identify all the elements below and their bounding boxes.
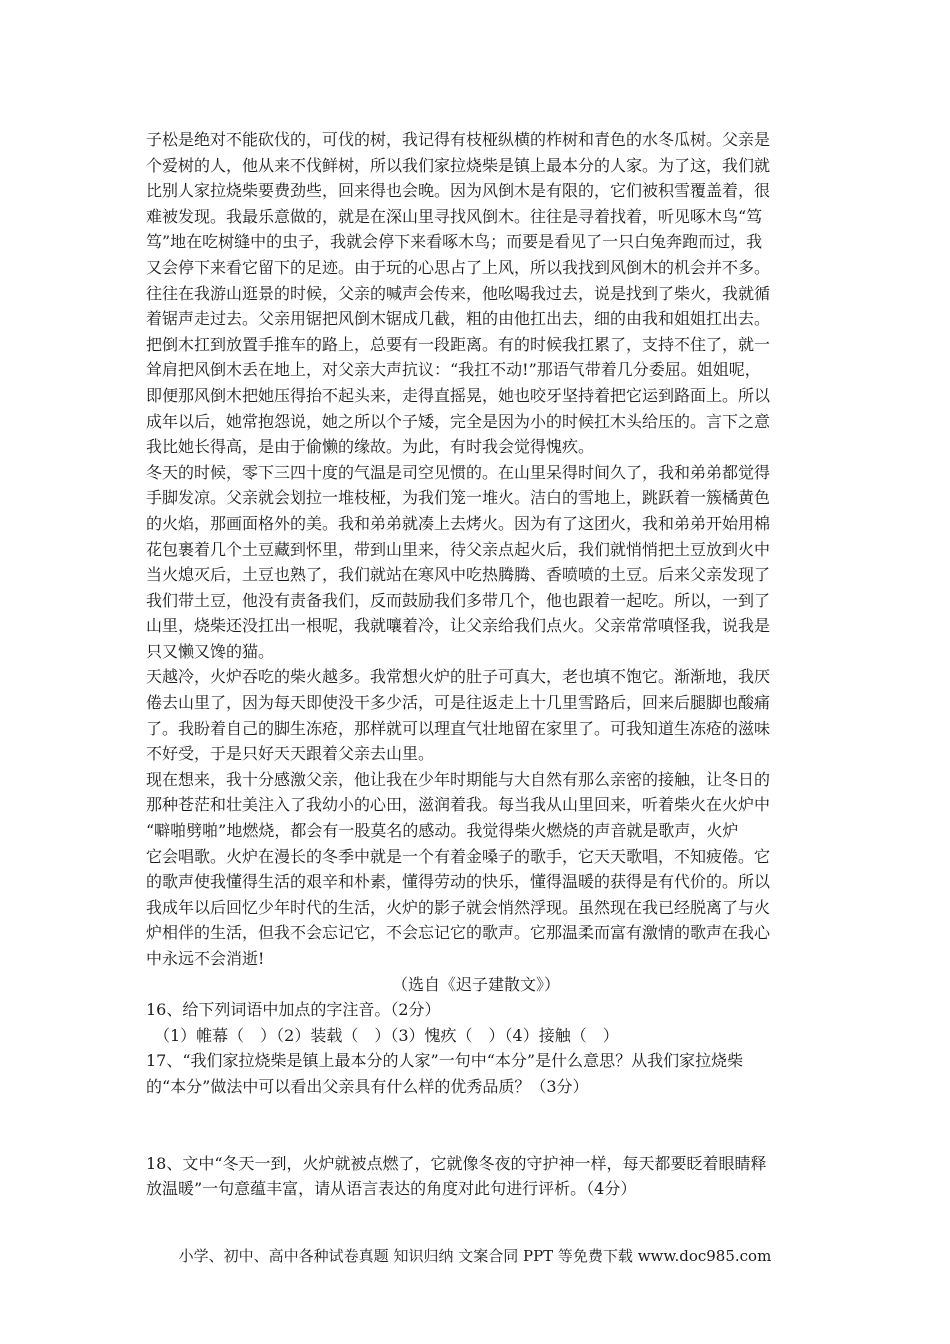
article-line: 那种苍茫和壮美注入了我幼小的心田，滋润着我。每当我从山里回来，听着柴火在火炉中 — [146, 795, 771, 815]
article-line: 当火熄灭后，土豆也熟了，我们就站在寒风中吃热腾腾、香喷喷的土豆。后来父亲发现了 — [146, 565, 771, 585]
article-line: 我成年以后回忆少年时代的生活，火炉的影子就会悄然浮现。虽然现在我已经脱离了与火 — [146, 897, 771, 917]
question-16-prompt: 16、给下列词语中加点的字注音。（2分） — [146, 1000, 441, 1020]
answer-space — [146, 1100, 806, 1151]
article-line: 难被发现。我最乐意做的，就是在深山里寻找风倒木。往往是寻着找着，听见啄木鸟“笃 — [146, 206, 763, 226]
article-line: 它会唱歌。火炉在漫长的冬季中就是一个有着金嗓子的歌手，它天天歌唱，不知疲倦。它 — [146, 846, 771, 866]
article-line: 成年以后，她常抱怨说，她之所以个子矮，完全是因为小的时候扛木头给压的。言下之意 — [146, 411, 771, 431]
article-line: 冬天的时候，零下三四十度的气温是司空见惯的。在山里呆得时间久了，我和弟弟都觉得 — [146, 462, 771, 482]
article-line: 现在想来，我十分感激父亲，他让我在少年时期能与大自然有那么亲密的接触，让冬日的 — [146, 769, 771, 789]
article-text — [146, 127, 806, 972]
article-line: “噼啪劈啪”地燃烧，都会有一股莫名的感动。我觉得柴火燃烧的声音就是歌声，火炉 — [146, 821, 739, 841]
article-line: 即便那风倒木把她压得抬不起头来，走得直摇晃，她也咬牙坚持着把它运到路面上。所以 — [146, 385, 771, 405]
question-17-prompt: 17、“我们家拉烧柴是镇上最本分的人家”一句中“本分”是什么意思？从我们家拉烧柴 — [146, 1051, 744, 1071]
article-line: 的火焰，那画面格外的美。我和弟弟就凑上去烤火。因为有了这团火，我和弟弟开始用棉 — [146, 513, 771, 533]
question-16-options: （1）帷幕（ ）（2）装载（ ）（3）愧疚（ ）（4）接触（ ） — [154, 1025, 619, 1045]
question-18-prompt: 18、文中“冬天一到，火炉就被点燃了，它就像冬夜的守护神一样，每天都要眨着眼睛释 — [146, 1153, 767, 1173]
question-16 — [146, 997, 806, 1048]
article-line: 笃”地在吃树缝中的虫子，我就会停下来看啄木鸟；而要是看见了一只白兔奔跑而过，我 — [146, 232, 763, 252]
article-line: 我比她长得高，是由于偷懒的缘故。为此，有时我会觉得愧疚。 — [146, 437, 595, 457]
question-17 — [146, 1048, 806, 1099]
article-line: 天越冷，火炉吞吃的柴火越多。我常想火炉的肚子可真大，老也填不饱它。渐渐地，我厌 — [146, 667, 771, 687]
article-line: 往往在我游山逛景的时候，父亲的喊声会传来，他吆喝我过去，说是找到了柴火，我就循 — [146, 283, 771, 303]
article-line: 的歌声使我懂得生活的艰辛和朴素，懂得劳动的快乐，懂得温暖的获得是有代价的。所以 — [146, 872, 771, 892]
article-line: 耸肩把风倒木丢在地上，对父亲大声抗议：“我扛不动!”那语气带着几分委屈。姐姐呢， — [146, 360, 761, 380]
article-line: 了。我盼着自己的脚生冻疮，那样就可以理直气壮地留在家里了。可我知道生冻疮的滋味 — [146, 718, 771, 738]
article-line: 中永远不会消逝! — [146, 949, 265, 968]
article-line: 又会停下来看它留下的足迹。由于玩的心思占了上风，所以我找到风倒木的机会并不多。 — [146, 257, 771, 277]
question-18-prompt-continued: 放温暖”一句意蕴丰富，请从语言表达的角度对此句进行评析。（4分） — [146, 1179, 637, 1199]
page-footer: 小学、初中、高中各种试卷真题 知识归纳 文案合同 PPT 等免费下载 www.doc985.com — [178, 1247, 772, 1265]
document-body — [146, 127, 806, 1202]
question-18 — [146, 1151, 806, 1202]
article-line: 炉相伴的生活，但我不会忘记它，不会忘记它的歌声。它那温柔而富有激情的歌声在我心 — [146, 923, 771, 943]
article-line: 着锯声走过去。父亲用锯把风倒木锯成几截，粗的由他扛出去，细的由我和姐姐扛出去。 — [146, 309, 771, 329]
article-line: 个爱树的人，他从来不伐鲜树，所以我们家拉烧柴是镇上最本分的人家。为了这，我们就 — [146, 155, 771, 175]
article-line: 山里，烧柴还没扛出一根呢，我就嚷着冷，让父亲给我们点火。父亲常常嗔怪我，说我是 — [146, 616, 771, 636]
article-source: （选自《迟子建散文》） — [391, 974, 560, 994]
article-line: 我们带土豆，他没有责备我们，反而鼓励我们多带几个，他也跟着一起吃。所以，一到了 — [146, 590, 771, 610]
question-17-prompt-continued: 的“本分”做法中可以看出父亲具有什么样的优秀品质？（3分） — [146, 1076, 589, 1096]
article-line: 比别人家拉烧柴要费劲些，回来得也会晚。因为风倒木是有限的，它们被积雪覆盖着，很 — [146, 181, 771, 201]
article-line: 花包裹着几个土豆藏到怀里，带到山里来，待父亲点起火后，我们就悄悄把土豆放到火中 — [146, 539, 771, 559]
article-line: 只又懒又馋的猫。 — [146, 641, 275, 661]
article-line: 手脚发凉。父亲就会划拉一堆枝桠，为我们笼一堆火。洁白的雪地上，跳跃着一簇橘黄色 — [146, 488, 771, 508]
article-line: 子松是绝对不能砍伐的，可伐的树，我记得有枝桠纵横的柞树和青色的水冬瓜树。父亲是 — [146, 130, 771, 149]
article-line: 倦去山里了，因为每天即使没干多少活，可是往返走上十几里雪路后，回来后腿脚也酸痛 — [146, 693, 771, 713]
article-line: 不好受，于是只好天天跟着父亲去山里。 — [146, 744, 435, 764]
article-line: 把倒木扛到放置手推车的路上，总要有一段距离。有的时候我扛累了，支持不住了，就一 — [146, 334, 771, 354]
